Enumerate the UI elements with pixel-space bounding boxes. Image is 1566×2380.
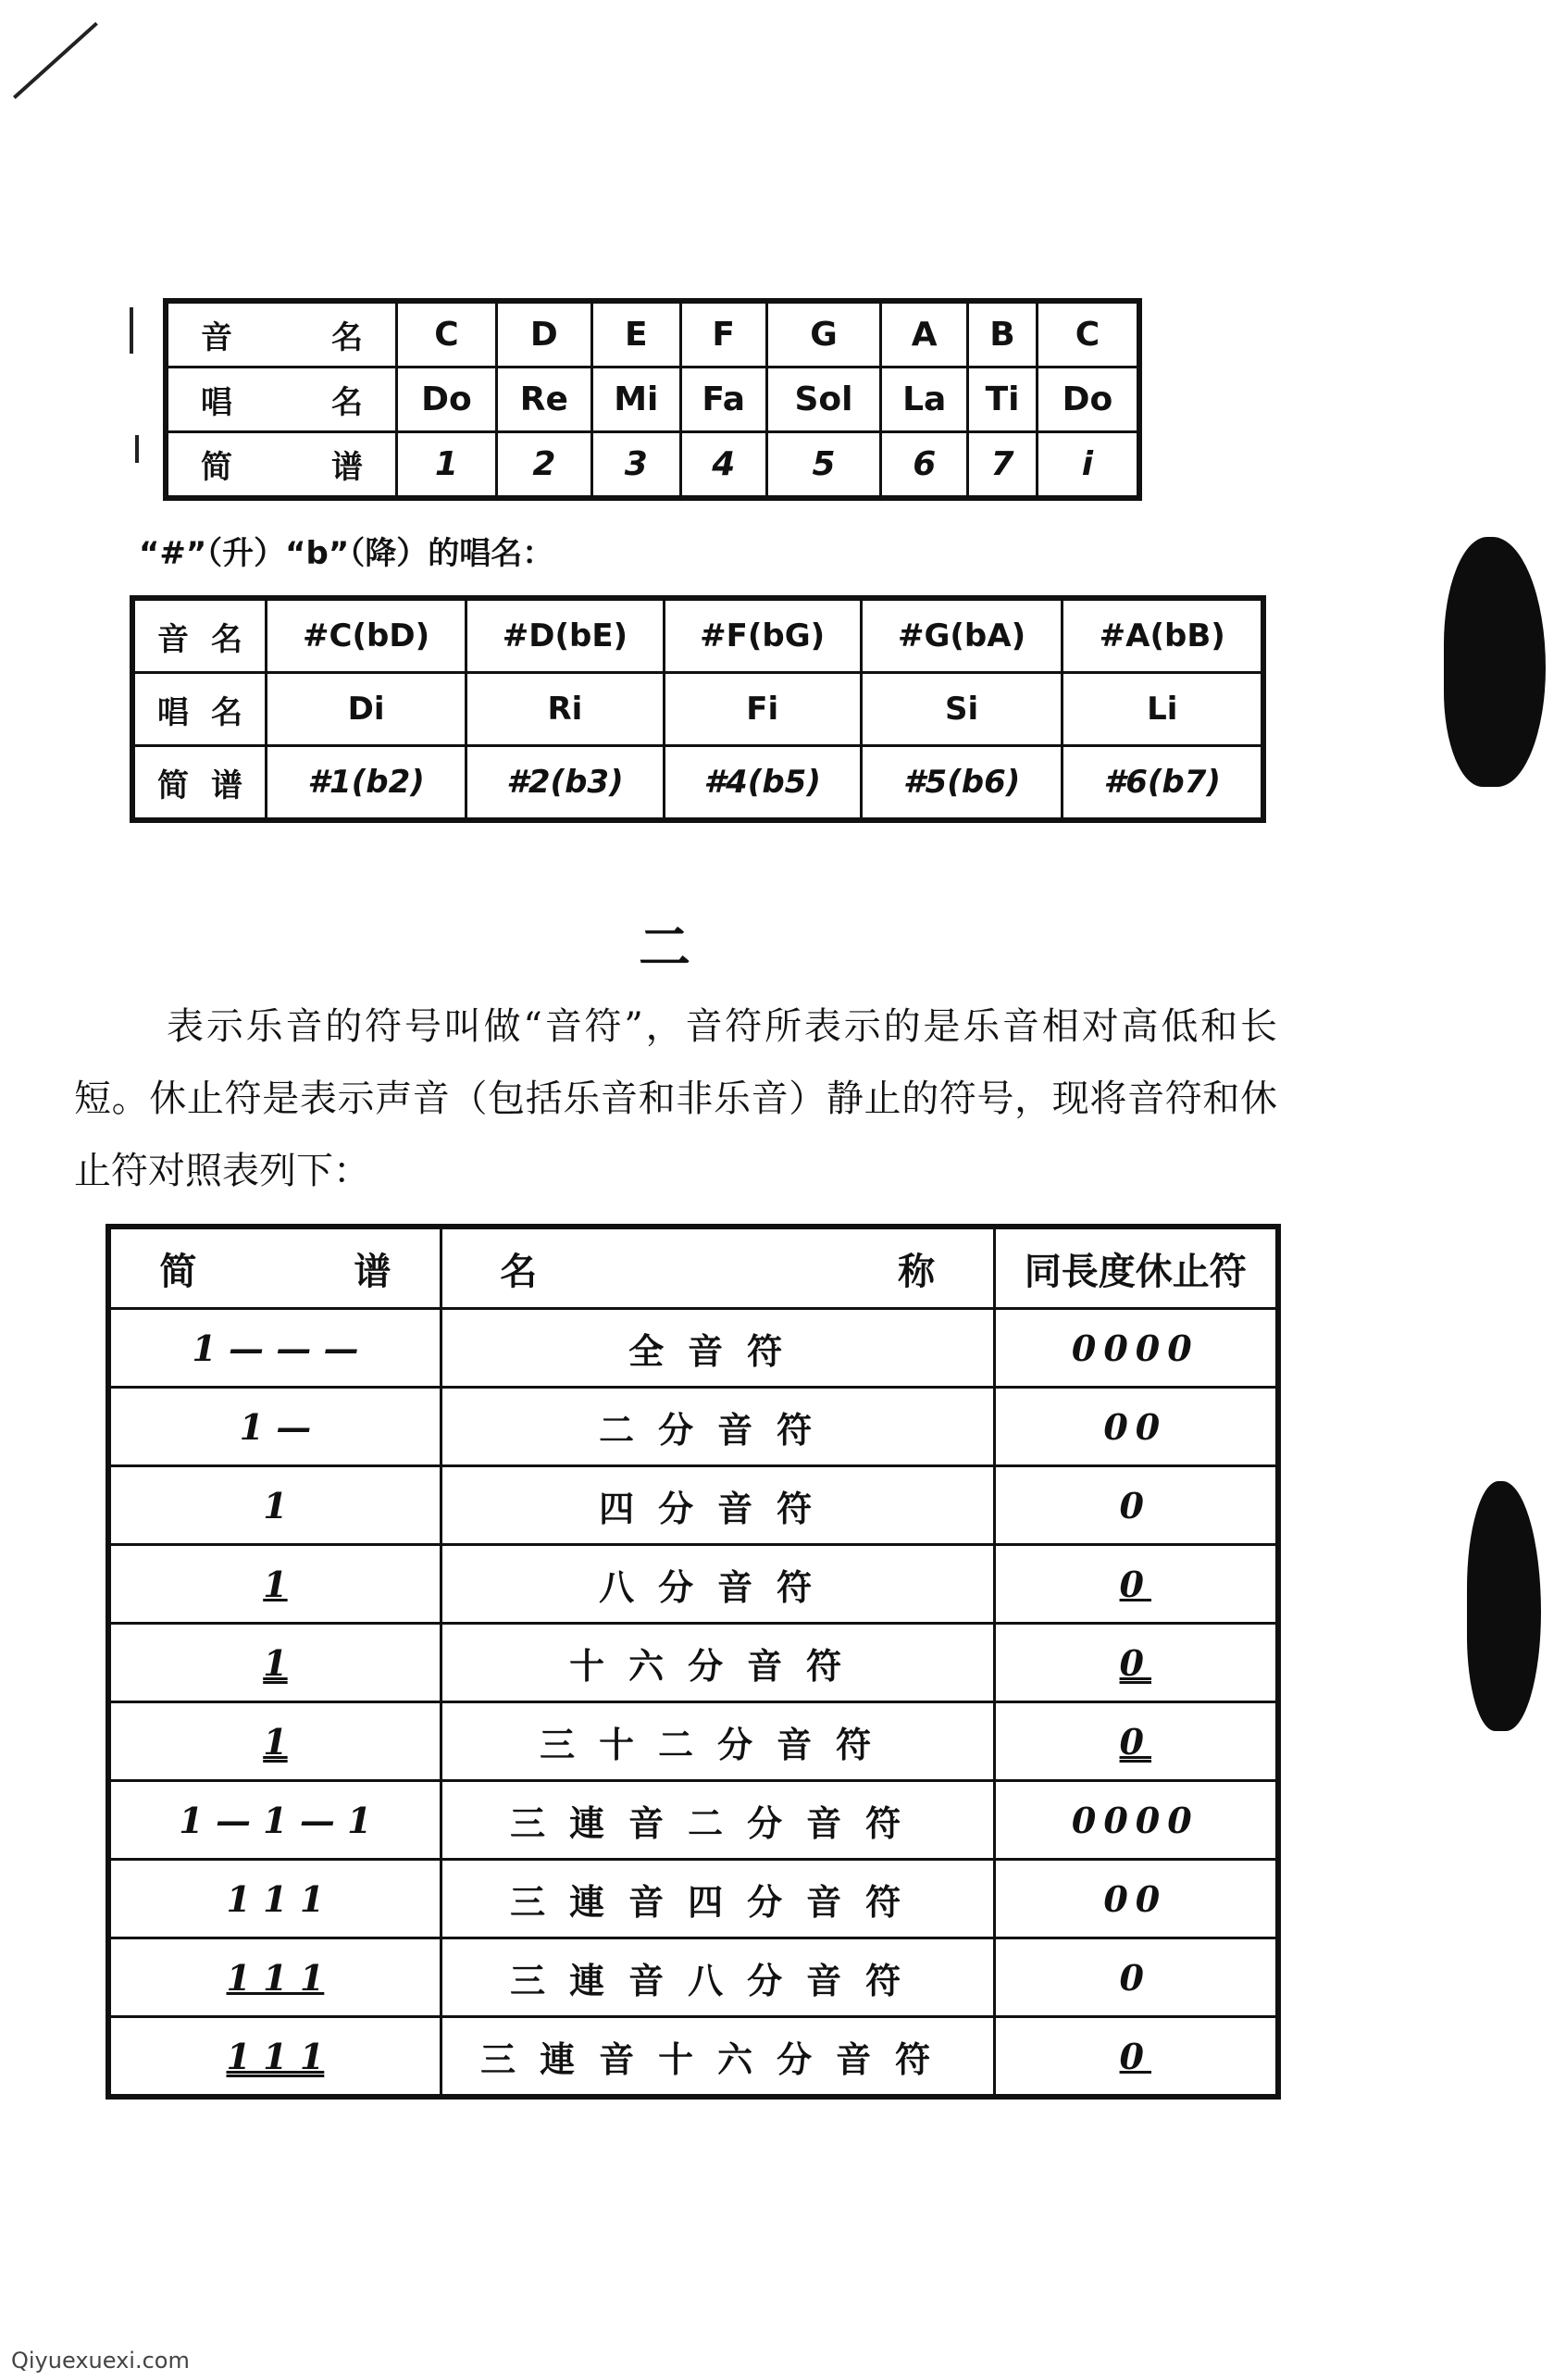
notation-cell: 1 xyxy=(108,1545,441,1624)
notation-cell: 1 1 1 xyxy=(108,1938,441,2017)
scan-ink-blot-2 xyxy=(1467,1481,1541,1731)
row-label: 音名 xyxy=(201,319,363,356)
notation-cell: 1 — — — xyxy=(108,1309,441,1388)
row-label: 唱名 xyxy=(201,384,363,421)
table-cell: Li xyxy=(1063,673,1263,746)
body-paragraph: 表示乐音的符号叫做“音符”，音符所表示的是乐音相对高低和长短。休止符是表示声音（包括乐音和非乐音）静止的符号，现将音符和休止符对照表列下： xyxy=(74,1005,1277,1192)
table-cell: Ri xyxy=(466,673,665,746)
table-cell: Fa xyxy=(680,368,766,432)
row-label: 音名 xyxy=(157,620,242,658)
table-row xyxy=(108,1466,1278,1545)
table-cell: C xyxy=(1037,301,1139,368)
name-cell: 八分音符 xyxy=(441,1545,994,1624)
column-header-name: 名称 xyxy=(500,1250,936,1293)
name-cell: 四分音符 xyxy=(441,1466,994,1545)
name-cell: 三連音二分音符 xyxy=(441,1781,994,1860)
table-header-row xyxy=(108,1227,1278,1309)
table-cell: i xyxy=(1037,432,1139,499)
table-cell: 7 xyxy=(968,432,1038,499)
table-cell: 2 xyxy=(496,432,591,499)
scan-ink-blot-1 xyxy=(1444,537,1546,787)
table-row xyxy=(108,1545,1278,1624)
rest-cell: 0000 xyxy=(994,1781,1278,1860)
notation-cell: 1 — xyxy=(108,1388,441,1466)
table-cell: B xyxy=(968,301,1038,368)
table-row xyxy=(108,1860,1278,1938)
table-cell: G xyxy=(766,301,880,368)
table-cell: Sol xyxy=(766,368,880,432)
table-cell: #5(b6) xyxy=(861,746,1063,821)
accidentals-caption: “#”（升）“b”（降）的唱名： xyxy=(139,535,554,572)
row-label: 简谱 xyxy=(157,766,242,804)
name-cell: 三連音四分音符 xyxy=(441,1860,994,1938)
rest-cell: 0 xyxy=(994,1938,1278,2017)
table-row xyxy=(166,432,1139,499)
rest-cell: 0 xyxy=(994,2017,1278,2098)
accidental-name-table xyxy=(130,595,1266,823)
table-cell: Do xyxy=(397,368,497,432)
rest-cell: 00 xyxy=(994,1860,1278,1938)
rest-cell: 00 xyxy=(994,1388,1278,1466)
table-cell: #4(b5) xyxy=(664,746,861,821)
table-row xyxy=(166,301,1139,368)
table-row xyxy=(108,1938,1278,2017)
table-cell: La xyxy=(881,368,968,432)
name-cell: 全音符 xyxy=(441,1309,994,1388)
table-cell: Do xyxy=(1037,368,1139,432)
notation-cell: 1 1 1 xyxy=(108,2017,441,2098)
table-cell: 1 xyxy=(397,432,497,499)
name-cell: 三連音八分音符 xyxy=(441,1938,994,2017)
table-row xyxy=(108,1388,1278,1466)
row-label: 简谱 xyxy=(201,449,363,486)
table-cell: Si xyxy=(861,673,1063,746)
table-cell: Mi xyxy=(591,368,680,432)
table-cell: C xyxy=(397,301,497,368)
rest-cell: 0000 xyxy=(994,1309,1278,1388)
table-row xyxy=(132,746,1263,821)
table-row xyxy=(132,598,1263,673)
name-cell: 二分音符 xyxy=(441,1388,994,1466)
name-cell: 三連音十六分音符 xyxy=(441,2017,994,2098)
table-cell: #G(bA) xyxy=(861,598,1063,673)
table-cell: 6 xyxy=(881,432,968,499)
table-cell: #A(bB) xyxy=(1063,598,1263,673)
scan-mark-left-1 xyxy=(130,307,133,354)
table-cell: E xyxy=(591,301,680,368)
rest-cell: 0 xyxy=(994,1702,1278,1781)
notation-cell: 1 1 1 xyxy=(108,1860,441,1938)
scan-mark-left-2 xyxy=(135,435,139,463)
table-cell: 3 xyxy=(591,432,680,499)
table-row xyxy=(132,673,1263,746)
table-row xyxy=(108,1702,1278,1781)
rest-cell: 0 xyxy=(994,1466,1278,1545)
table-cell: #2(b3) xyxy=(466,746,665,821)
table-cell: Di xyxy=(267,673,466,746)
table-row xyxy=(108,1309,1278,1388)
table-cell: 5 xyxy=(766,432,880,499)
notation-cell: 1 xyxy=(108,1624,441,1702)
table-row xyxy=(166,368,1139,432)
table-cell: #F(bG) xyxy=(664,598,861,673)
rest-cell: 0 xyxy=(994,1545,1278,1624)
rest-cell: 0 xyxy=(994,1624,1278,1702)
column-header-notation: 简谱 xyxy=(159,1250,392,1293)
table-cell: F xyxy=(680,301,766,368)
table-row xyxy=(108,2017,1278,2098)
name-cell: 十六分音符 xyxy=(441,1624,994,1702)
scan-mark-corner xyxy=(13,22,98,99)
table-cell: Re xyxy=(496,368,591,432)
table-row xyxy=(108,1781,1278,1860)
site-watermark: Qiyuexuexi.com xyxy=(11,2348,190,2374)
row-label: 唱名 xyxy=(157,693,242,731)
table-cell: #1(b2) xyxy=(267,746,466,821)
notation-cell: 1 — 1 — 1 xyxy=(108,1781,441,1860)
section-number: 二 xyxy=(639,918,690,978)
note-name-table xyxy=(163,298,1142,501)
notation-cell: 1 xyxy=(108,1702,441,1781)
table-cell: #C(bD) xyxy=(267,598,466,673)
table-row xyxy=(108,1624,1278,1702)
table-cell: Fi xyxy=(664,673,861,746)
name-cell: 三十二分音符 xyxy=(441,1702,994,1781)
note-rest-table xyxy=(106,1224,1281,2100)
notation-cell: 1 xyxy=(108,1466,441,1545)
table-cell: #D(bE) xyxy=(466,598,665,673)
table-cell: #6(b7) xyxy=(1063,746,1263,821)
table-cell: D xyxy=(496,301,591,368)
table-cell: A xyxy=(881,301,968,368)
table-cell: 4 xyxy=(680,432,766,499)
column-header-rest: 同長度休止符 xyxy=(994,1227,1278,1309)
table-cell: Ti xyxy=(968,368,1038,432)
